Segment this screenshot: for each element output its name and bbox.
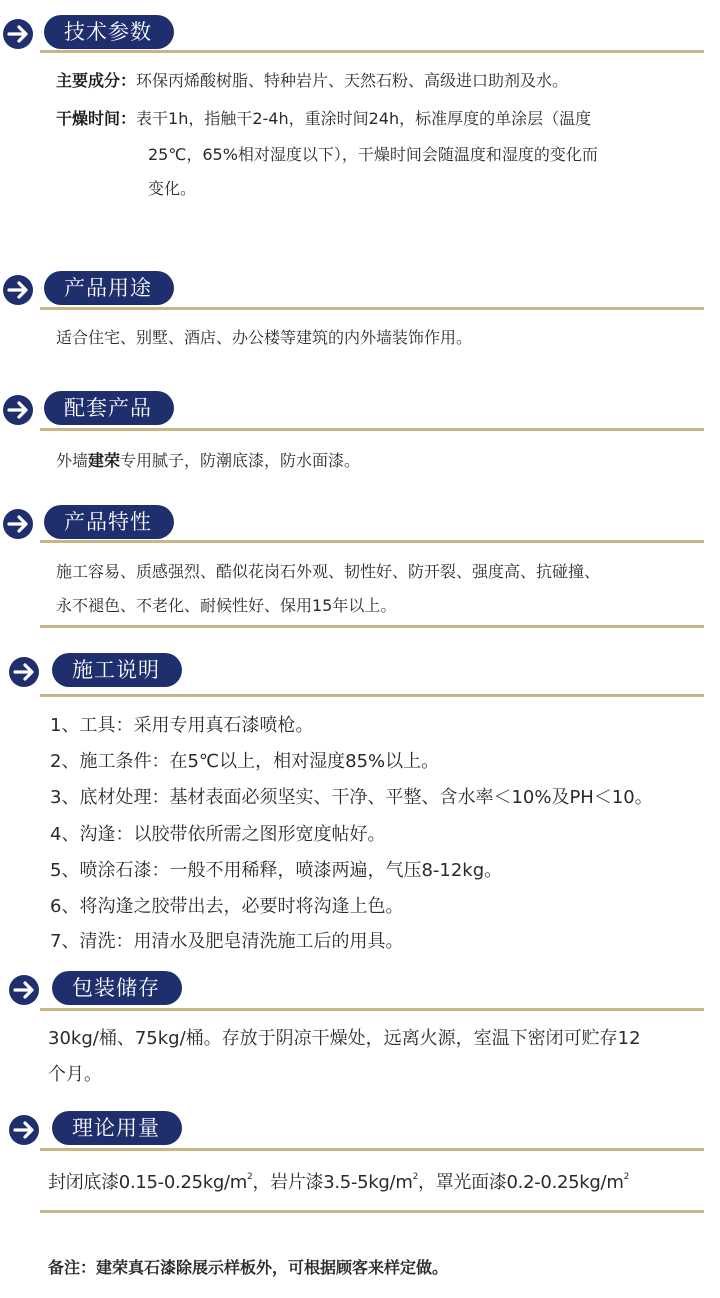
arrow-right-circle-icon xyxy=(8,656,40,688)
section-divider xyxy=(40,694,704,697)
section-divider xyxy=(40,428,704,431)
drying-time-line-2: 25℃，65%相对湿度以下），干燥时间会随温度和湿度的变化而 xyxy=(148,145,598,164)
section-divider xyxy=(40,625,704,628)
features-line-2: 永不褪色、不老化、耐候性好、保用15年以上。 xyxy=(56,596,397,615)
main-ingredients xyxy=(56,68,568,94)
drying-time-label: 干燥时间： xyxy=(56,109,137,128)
section-divider xyxy=(40,1210,704,1213)
consumption-part-2: ，岩片漆3.5-5kg/m xyxy=(252,1172,413,1193)
footer-note: 备注：建荣真石漆除展示样板外，可根据顾客来样定做。 xyxy=(48,1258,449,1277)
consumption-part-3: ，罩光面漆0.2-0.25kg/m xyxy=(418,1172,624,1193)
packaging-line-1: 30kg/桶、75kg/桶。存放于阴凉干燥处，远离火源，室温下密闭可贮存12 xyxy=(48,1028,641,1049)
section-divider xyxy=(40,307,704,310)
section-header-features xyxy=(0,504,720,544)
drying-time xyxy=(56,106,591,132)
section-title: 包装储存 xyxy=(52,971,182,1005)
packaging-line-2: 个月。 xyxy=(48,1064,102,1085)
section-header-usage xyxy=(0,270,720,310)
section-title: 产品特性 xyxy=(44,505,174,539)
drying-time-line-3: 变化。 xyxy=(148,179,197,198)
arrow-right-circle-icon xyxy=(2,508,34,540)
section-divider xyxy=(40,1148,704,1151)
construction-step: 5、喷涂石漆：一般不用稀释，喷漆两遍，气压8-12kg。 xyxy=(50,860,503,881)
section-divider xyxy=(40,540,704,543)
section-title: 技术参数 xyxy=(44,15,174,49)
section-header-consumption xyxy=(0,1110,720,1150)
superscript: 2 xyxy=(412,1172,418,1182)
section-header-tech xyxy=(0,14,720,54)
matching-text-post: 专用腻子，防潮底漆，防水面漆。 xyxy=(120,451,361,470)
construction-step: 1、工具：采用专用真石漆喷枪。 xyxy=(50,715,314,736)
superscript: 2 xyxy=(623,1172,629,1182)
construction-step: 7、清洗：用清水及肥皂清洗施工后的用具。 xyxy=(50,931,404,952)
section-title: 施工说明 xyxy=(52,653,182,687)
section-header-matching xyxy=(0,390,720,430)
section-divider xyxy=(40,1008,704,1011)
arrow-right-circle-icon xyxy=(2,394,34,426)
construction-step: 4、沟逢：以胶带依所需之图形宽度帖好。 xyxy=(50,824,386,845)
construction-step: 2、施工条件：在5℃以上，相对湿度85%以上。 xyxy=(50,751,440,772)
section-title: 产品用途 xyxy=(44,271,174,305)
section-divider xyxy=(40,50,704,53)
usage-text: 适合住宅、别墅、酒店、办公楼等建筑的内外墙装饰作用。 xyxy=(56,328,473,347)
drying-time-line-1: 表干1h，指触干2-4h，重涂时间24h，标准厚度的单涂层（温度 xyxy=(136,109,592,128)
brand-name: 建荣 xyxy=(88,451,121,470)
arrow-right-circle-icon xyxy=(2,18,34,50)
superscript: 2 xyxy=(247,1172,253,1182)
arrow-right-circle-icon xyxy=(8,974,40,1006)
arrow-right-circle-icon xyxy=(2,274,34,306)
main-ingredients-label: 主要成分： xyxy=(56,71,137,90)
arrow-right-circle-icon xyxy=(8,1114,40,1146)
section-title: 配套产品 xyxy=(44,391,174,425)
section-header-packaging xyxy=(0,970,720,1010)
construction-step: 3、底材处理：基材表面必须坚实、干净、平整、含水率＜10%及PH＜10。 xyxy=(50,787,653,808)
features-line-1: 施工容易、质感强烈、酷似花岗石外观、韧性好、防开裂、强度高、抗碰撞、 xyxy=(56,562,601,581)
section-header-construction xyxy=(0,652,720,692)
construction-step: 6、将沟逢之胶带出去，必要时将沟逢上色。 xyxy=(50,896,404,917)
main-ingredients-value: 环保丙烯酸树脂、特种岩片、天然石粉、高级进口助剂及水。 xyxy=(136,71,569,90)
section-title: 理论用量 xyxy=(52,1111,182,1145)
matching-text-pre: 外墙 xyxy=(56,451,89,470)
consumption-text xyxy=(48,1166,629,1200)
consumption-part-1: 封闭底漆0.15-0.25kg/m xyxy=(48,1172,247,1193)
matching-text xyxy=(56,448,360,474)
